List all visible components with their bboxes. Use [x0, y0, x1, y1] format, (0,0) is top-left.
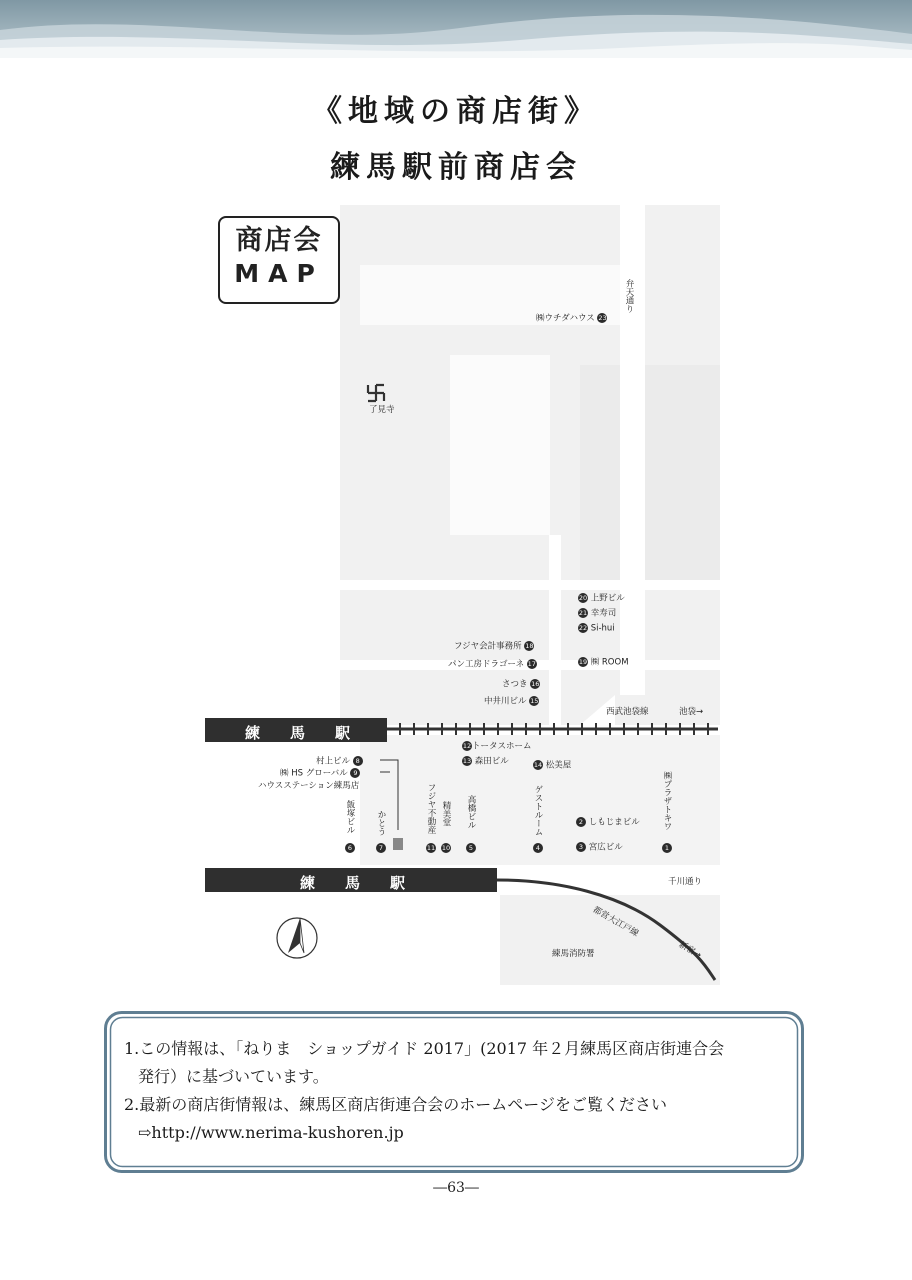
- street-label-benten: 弁天通り: [624, 279, 634, 313]
- map-badge-line1: 商店会: [235, 225, 323, 256]
- shop-8: 村上ビル 8: [316, 756, 363, 767]
- shop-21: 21 幸寿司: [578, 608, 617, 619]
- shop-23: ㈱ウチダハウス 23: [536, 313, 607, 324]
- fire-station-label: 練馬消防署: [552, 949, 595, 959]
- temple-label: 了見寺: [369, 405, 395, 415]
- info-link[interactable]: ⇨http://www.nerima-kushoren.jp: [138, 1123, 404, 1142]
- shop-11-num: 11: [426, 844, 436, 852]
- shop-13: 13 森田ビル: [462, 756, 509, 767]
- shop-5: 高橋ビル: [466, 795, 476, 829]
- shop-4-num: 4: [533, 843, 543, 854]
- map-base: [200, 205, 720, 985]
- station-label-lower: 練馬駅: [300, 874, 436, 892]
- shop-3: 3 宮広ビル: [576, 842, 623, 853]
- shop-15: 中井川ビル 15: [484, 696, 539, 707]
- shop-9-branch: ハウスステーション練馬店: [258, 781, 360, 791]
- station-label-upper: 練馬駅: [245, 724, 381, 742]
- shop-4: ゲストルーム: [533, 785, 543, 836]
- street-label-oedo: 都営大江戸線: [591, 905, 641, 940]
- info-line-2: 発行）に基づいています。: [138, 1067, 329, 1086]
- header-band: [0, 0, 912, 58]
- shop-1-num: 1: [662, 843, 672, 854]
- shop-11: フジヤ不動産: [426, 783, 436, 834]
- shop-7-num: 7: [376, 843, 386, 854]
- map-badge-line2: MAP: [234, 259, 324, 288]
- header-wave-decoration: [0, 0, 912, 58]
- shop-10-num: 10: [441, 844, 451, 852]
- info-box: [104, 1011, 804, 1173]
- info-text: [124, 1035, 794, 1147]
- page-number: ―63―: [433, 1180, 479, 1196]
- shop-17: パン工房ドラゴーネ 17: [448, 659, 536, 670]
- shopping-district-map: [200, 205, 720, 985]
- shop-1: ㈱プラザトキワ: [662, 771, 672, 831]
- page-title: 《地域の商店街》: [312, 94, 600, 129]
- shop-12: 12トータスホーム: [462, 741, 532, 752]
- shop-2: 2 しもじまビル: [576, 817, 640, 828]
- shop-16: さつき 16: [502, 679, 540, 690]
- shop-20: 20 上野ビル: [578, 593, 625, 604]
- shop-5-num: 5: [466, 843, 476, 854]
- street-label-seibu: 西武池袋線: [606, 707, 649, 717]
- compass-icon: [277, 918, 317, 958]
- shop-22: 22 Si-hui: [578, 623, 615, 634]
- shop-6-num: 6: [345, 843, 355, 854]
- shop-6: 飯塚ビル: [345, 800, 355, 834]
- shop-18: フジヤ会計事務所 18: [454, 641, 534, 652]
- shop-7: かとう: [376, 810, 386, 836]
- street-label-shinjuku: 新宿→: [677, 940, 703, 961]
- street-label-senkawa: 千川通り: [668, 877, 703, 887]
- info-line-3: 2.最新の商店街情報は、練馬区商店街連合会のホームページをご覧ください: [124, 1095, 667, 1114]
- shop-10: 精美堂: [441, 801, 451, 827]
- shop-9: ㈱ HS グローバル 9: [280, 768, 360, 779]
- shop-14: 14 松美屋: [533, 760, 572, 771]
- page-subtitle: 練馬駅前商店会: [330, 150, 582, 185]
- street-label-ikebukuro: 池袋→: [679, 707, 704, 717]
- info-line-1: 1.この情報は、「ねりま ショップガイド 2017」(2017 年２月練馬区商店街連合会: [124, 1039, 725, 1058]
- map-badge: [218, 216, 340, 304]
- shop-19: 19 ㈱ ROOM: [578, 657, 629, 668]
